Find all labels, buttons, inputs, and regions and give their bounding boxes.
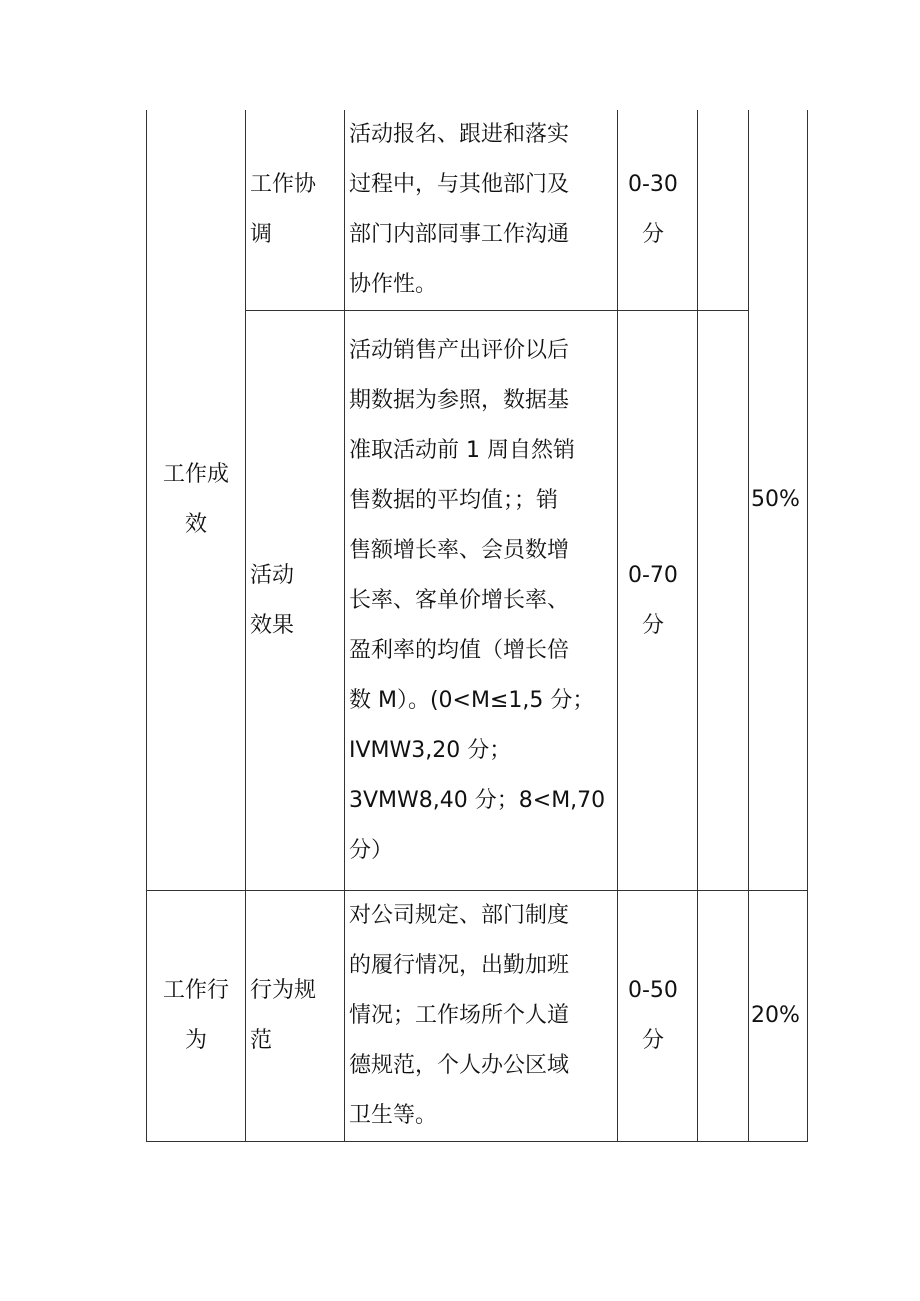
weight-cell (749, 891, 808, 1142)
table-row (147, 311, 808, 891)
description-text-line: IVMW3,20 分； (349, 737, 512, 763)
description-text-line: 准取活动前 1 周自然销 (349, 437, 575, 463)
item-text-line: 范 (250, 1028, 273, 1053)
item-text-line: 工作协 (250, 172, 317, 197)
description-text-line: 部门内部同事工作沟通 (349, 222, 570, 247)
score-range: 0-50 (628, 978, 678, 1003)
description-text-line: 活动报名、跟进和落实 (349, 122, 570, 147)
description-text-line: 售数据的平均值；；销 (349, 487, 559, 513)
description-cell (345, 891, 618, 1142)
category-text-line: 效 (184, 512, 207, 537)
weight-value: 50% (751, 487, 800, 512)
description-text-line: 情况；工作场所个人道 (349, 1003, 570, 1028)
description-text-line: 期数据为参照，数据基 (349, 387, 570, 413)
item-cell (246, 891, 345, 1142)
actual-score-cell (698, 110, 749, 311)
description-cell (345, 110, 618, 311)
category-text-line: 为 (184, 1028, 207, 1053)
description-cell (345, 311, 618, 891)
score-unit: 分 (641, 1028, 664, 1053)
description-text-line: 售额增长率、会员数增 (349, 537, 570, 563)
category-cell (147, 891, 246, 1142)
description-text-line: 分） (349, 837, 394, 863)
evaluation-table (146, 110, 808, 1142)
category-text-line: 工作行 (162, 978, 229, 1003)
description-text-line: 数 M）。(0<M≤1,5 分； (349, 687, 595, 713)
score-unit: 分 (641, 222, 664, 247)
score-unit: 分 (641, 612, 664, 638)
description-text-line: 卫生等。 (349, 1103, 438, 1128)
table-row (147, 110, 808, 311)
category-text-line: 工作成 (162, 462, 229, 487)
description-text-line: 长率、客单价增长率、 (349, 587, 570, 613)
weight-value: 20% (751, 1003, 800, 1028)
score-cell (618, 891, 698, 1142)
score-range: 0-70 (628, 562, 678, 588)
description-text-line: 3VMW8,40 分；8<M,70 (349, 787, 606, 813)
description-text-line: 的履行情况，出勤加班 (349, 953, 570, 978)
description-text-line: 盈利率的均值（增长倍 (349, 637, 570, 663)
weight-cell (749, 110, 808, 891)
actual-score-cell (698, 311, 749, 891)
item-cell (246, 311, 345, 891)
description-text-line: 活动销售产出评价以后 (349, 337, 570, 363)
score-cell (618, 311, 698, 891)
description-text-line: 协作性。 (349, 272, 438, 297)
item-text-line: 调 (250, 222, 273, 247)
table-row (147, 891, 808, 1142)
item-text-line: 行为规 (250, 978, 317, 1003)
category-cell (147, 110, 246, 891)
item-text-line: 活动 (250, 562, 295, 588)
item-text-line: 效果 (250, 612, 295, 638)
score-range: 0-30 (628, 172, 678, 197)
item-cell (246, 110, 345, 311)
description-text-line: 过程中，与其他部门及 (349, 172, 570, 197)
score-cell (618, 110, 698, 311)
description-text-line: 对公司规定、部门制度 (349, 903, 570, 928)
description-text-line: 德规范，个人办公区域 (349, 1053, 570, 1078)
actual-score-cell (698, 891, 749, 1142)
